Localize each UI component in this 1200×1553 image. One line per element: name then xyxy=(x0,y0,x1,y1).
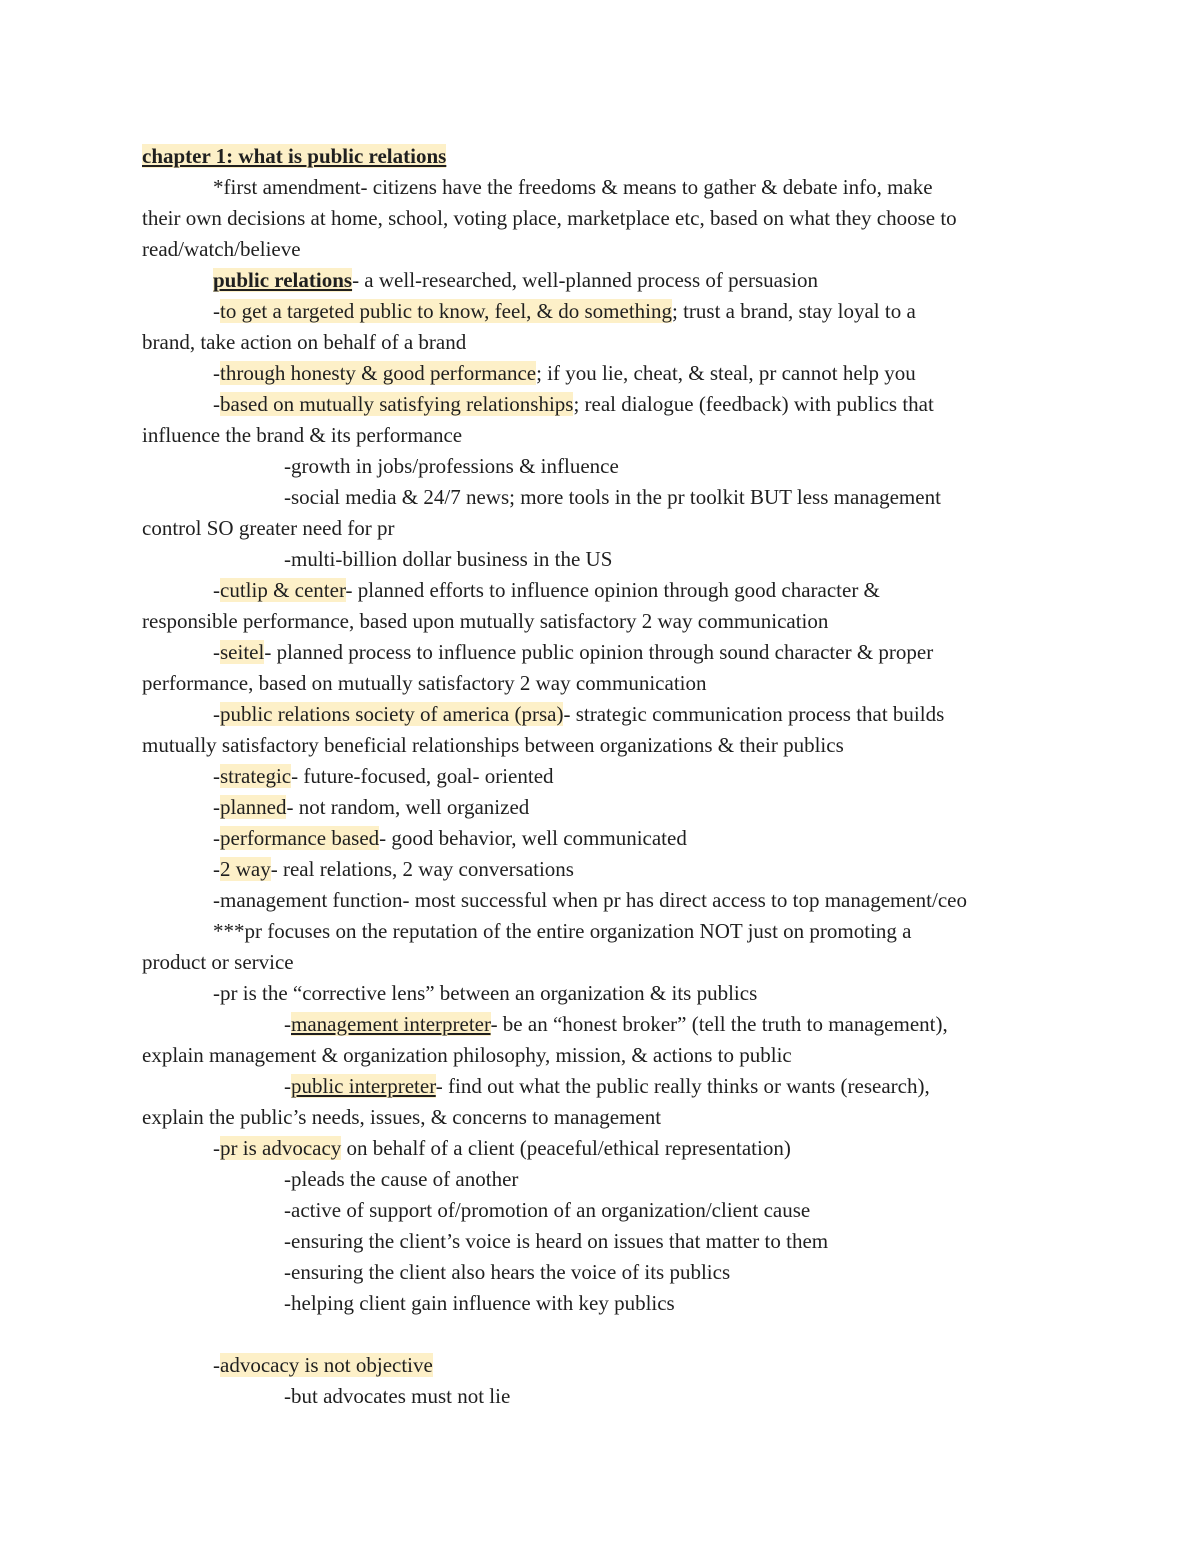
highlighted-term: through honesty & good performance xyxy=(220,361,537,385)
line-text: -pleads the cause of another xyxy=(284,1167,519,1191)
text-line xyxy=(142,358,1062,389)
text-line xyxy=(142,420,1062,451)
highlighted-term: to get a targeted public to know, feel, & do something xyxy=(220,299,672,323)
text-line xyxy=(142,172,1062,203)
text-line xyxy=(142,482,1062,513)
highlighted-term: cutlip & center xyxy=(220,578,346,602)
line-text: read/watch/believe xyxy=(142,237,301,261)
highlighted-term: 2 way xyxy=(220,857,271,881)
text-line xyxy=(142,575,1062,606)
line-text: ***pr focuses on the reputation of the entire organization NOT just on promoting a xyxy=(213,919,912,943)
highlighted-term: based on mutually satisfying relationships xyxy=(220,392,574,416)
document-body xyxy=(142,172,1062,1412)
highlighted-term: public relations xyxy=(213,268,353,292)
line-text: - xyxy=(213,640,220,664)
line-text: responsible performance, based upon mutually satisfactory 2 way communication xyxy=(142,609,829,633)
text-line xyxy=(142,1040,1062,1071)
highlighted-term: advocacy is not objective xyxy=(220,1353,433,1377)
line-text: - xyxy=(213,299,220,323)
line-text: - xyxy=(213,392,220,416)
text-line xyxy=(142,885,1062,916)
document-page xyxy=(142,141,1062,1412)
line-text: performance, based on mutually satisfactory 2 way communication xyxy=(142,671,707,695)
line-text: -but advocates must not lie xyxy=(284,1384,511,1408)
line-text: - xyxy=(213,795,220,819)
text-line xyxy=(142,1102,1062,1133)
text-line xyxy=(142,761,1062,792)
chapter-title xyxy=(142,141,1062,172)
line-text: mutually satisfactory beneficial relationships between organizations & their publics xyxy=(142,733,844,757)
line-text: - future-focused, goal- oriented xyxy=(291,764,554,788)
text-line xyxy=(142,513,1062,544)
text-line xyxy=(142,823,1062,854)
line-text: product or service xyxy=(142,950,294,974)
text-line xyxy=(142,544,1062,575)
text-line xyxy=(142,668,1062,699)
line-text: -multi-billion dollar business in the US xyxy=(284,547,613,571)
text-line xyxy=(142,1381,1062,1412)
text-line xyxy=(142,916,1062,947)
text-line xyxy=(142,1257,1062,1288)
chapter-title-text: chapter 1: what is public relations xyxy=(142,144,447,168)
line-text: - good behavior, well communicated xyxy=(379,826,687,850)
text-line xyxy=(142,1133,1062,1164)
line-text: -social media & 24/7 news; more tools in the pr toolkit BUT less management xyxy=(284,485,941,509)
line-text: - xyxy=(213,578,220,602)
line-text: - planned process to influence public opinion through sound character & proper xyxy=(264,640,934,664)
line-text: -management function- most successful when pr has direct access to top management/ceo xyxy=(213,888,967,912)
text-line xyxy=(142,389,1062,420)
line-text: ; real dialogue (feedback) with publics that xyxy=(573,392,934,416)
text-line xyxy=(142,699,1062,730)
line-text: - xyxy=(213,826,220,850)
highlighted-term: performance based xyxy=(220,826,380,850)
text-line xyxy=(142,947,1062,978)
text-line xyxy=(142,1164,1062,1195)
line-text: - strategic communication process that builds xyxy=(563,702,945,726)
text-line xyxy=(142,203,1062,234)
line-text: -active of support of/promotion of an organization/client cause xyxy=(284,1198,811,1222)
text-line xyxy=(142,1226,1062,1257)
highlighted-term: seitel xyxy=(220,640,265,664)
text-line xyxy=(142,296,1062,327)
text-line xyxy=(142,1071,1062,1102)
line-text: - planned efforts to influence opinion through good character & xyxy=(345,578,880,602)
line-text: explain management & organization philosophy, mission, & actions to public xyxy=(142,1043,792,1067)
text-line xyxy=(142,451,1062,482)
line-text: -ensuring the client also hears the voice of its publics xyxy=(284,1260,731,1284)
line-text: - xyxy=(213,1136,220,1160)
text-line xyxy=(142,978,1062,1009)
text-line xyxy=(142,606,1062,637)
line-text: control SO greater need for pr xyxy=(142,516,395,540)
line-text: - be an “honest broker” (tell the truth to management), xyxy=(490,1012,948,1036)
highlighted-term: planned xyxy=(220,795,287,819)
line-text: their own decisions at home, school, voting place, marketplace etc, based on what they choose to xyxy=(142,206,957,230)
blank-line xyxy=(142,1319,1062,1350)
text-line xyxy=(142,327,1062,358)
highlighted-term: public relations society of america (prsa) xyxy=(220,702,564,726)
text-line xyxy=(142,792,1062,823)
line-text: - not random, well organized xyxy=(286,795,530,819)
text-line xyxy=(142,265,1062,296)
line-text: - xyxy=(213,361,220,385)
text-line xyxy=(142,637,1062,668)
line-text: - xyxy=(213,702,220,726)
highlighted-term: strategic xyxy=(220,764,292,788)
text-line xyxy=(142,1009,1062,1040)
text-line xyxy=(142,234,1062,265)
line-text: influence the brand & its performance xyxy=(142,423,463,447)
line-text: -ensuring the client’s voice is heard on issues that matter to them xyxy=(284,1229,829,1253)
line-text: -growth in jobs/professions & influence xyxy=(284,454,619,478)
text-line xyxy=(142,730,1062,761)
highlighted-term: public interpreter xyxy=(291,1074,436,1098)
line-text: - xyxy=(213,857,220,881)
highlighted-term: management interpreter xyxy=(291,1012,491,1036)
line-text: - xyxy=(284,1074,291,1098)
line-text: *first amendment- citizens have the freedoms & means to gather & debate info, make xyxy=(213,175,933,199)
line-text: - find out what the public really thinks or wants (research), xyxy=(435,1074,930,1098)
line-text: brand, take action on behalf of a brand xyxy=(142,330,467,354)
line-text: -helping client gain influence with key publics xyxy=(284,1291,675,1315)
line-text: on behalf of a client (peaceful/ethical representation) xyxy=(341,1136,791,1160)
text-line xyxy=(142,1195,1062,1226)
line-text: explain the public’s needs, issues, & concerns to management xyxy=(142,1105,662,1129)
line-text: ; trust a brand, stay loyal to a xyxy=(671,299,916,323)
line-text: - xyxy=(213,764,220,788)
line-text: - xyxy=(284,1012,291,1036)
line-text: ; if you lie, cheat, & steal, pr cannot help you xyxy=(536,361,916,385)
text-line xyxy=(142,1288,1062,1319)
line-text: - xyxy=(213,1353,220,1377)
line-text: -pr is the “corrective lens” between an organization & its publics xyxy=(213,981,758,1005)
highlighted-term: pr is advocacy xyxy=(220,1136,342,1160)
text-line xyxy=(142,854,1062,885)
line-text: - real relations, 2 way conversations xyxy=(270,857,574,881)
line-text: - a well-researched, well-planned process of persuasion xyxy=(352,268,818,292)
text-line xyxy=(142,1350,1062,1381)
